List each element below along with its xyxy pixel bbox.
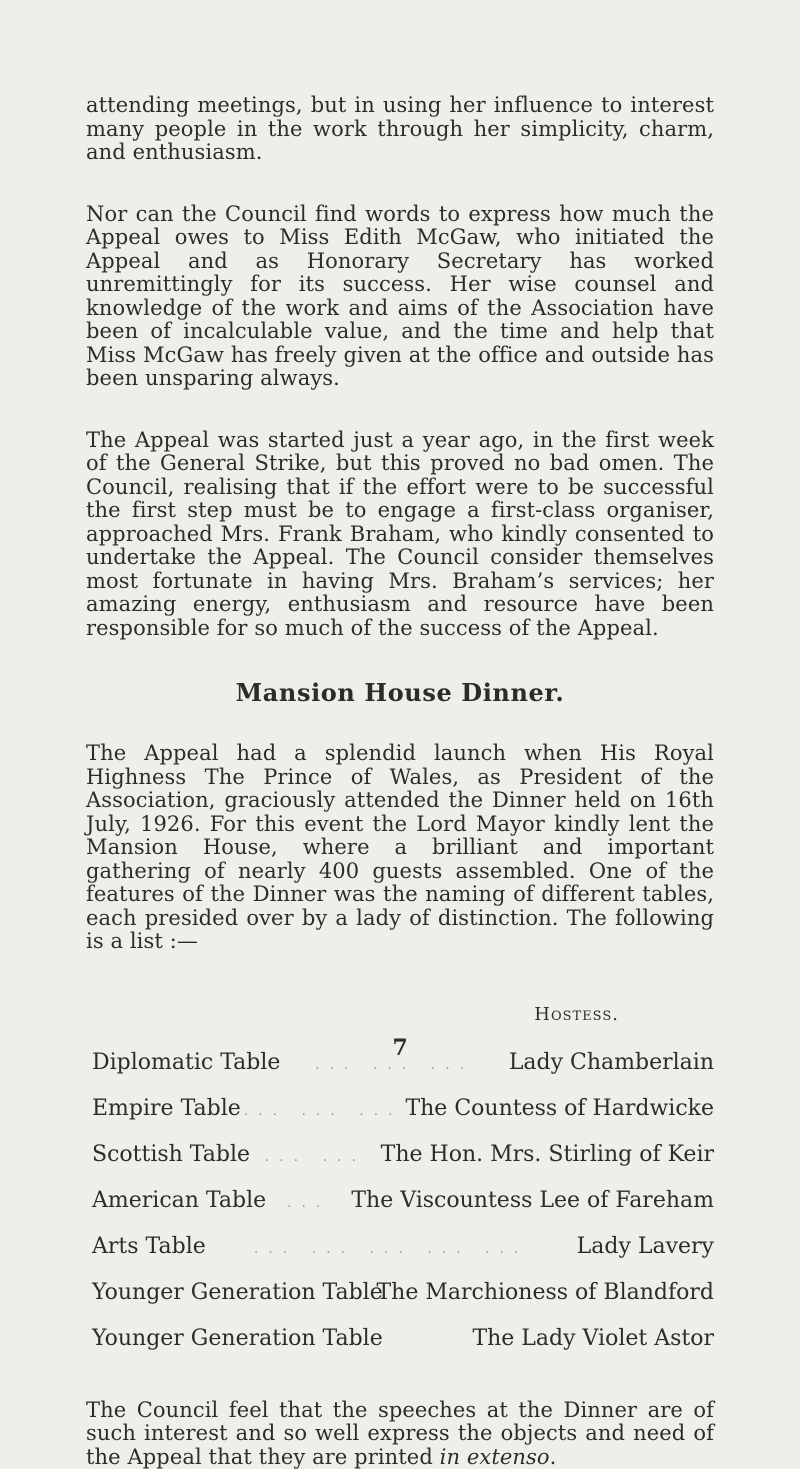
paragraph-mcgaw: Nor can the Council find words to express how much the Appeal owes to Miss Edith McGaw, who initiated the Appeal and as Honorary Secretary has worked unremittingly for its success. Her wise counsel and knowledge of the work and aims of the Association have been of incalculable value, and the time and help that Miss McGaw has freely given at the office and outside has been unsparing always. (86, 203, 714, 391)
table-name: Younger Generation Table (92, 1270, 377, 1316)
leader-dots: ... ... ... (280, 1042, 508, 1088)
paragraph-speeches-italic: in extenso (440, 1445, 550, 1469)
leader-dots: ... ... (250, 1134, 381, 1180)
table-name: Arts Table (92, 1224, 206, 1270)
section-heading-mansion-house-dinner: Mansion House Dinner. (86, 678, 714, 707)
paragraph-continuation: attending meetings, but in using her influence to interest many people in the work through her simplicity, charm, and enthusiasm. (86, 94, 714, 165)
hostess-name: The Hon. Mrs. Stirling of Keir (381, 1132, 714, 1178)
leader-dots: ... (266, 1180, 351, 1226)
hostess-name: The Marchioness of Blandford (377, 1270, 715, 1316)
table-row (92, 1316, 714, 1362)
paragraph-speeches-end: . (550, 1445, 557, 1469)
page-number: 7 (392, 1035, 407, 1061)
leader-dots: ... ... ... (241, 1088, 406, 1134)
paragraph-speeches (86, 1399, 714, 1469)
table-row (92, 1270, 714, 1316)
hostess-name: The Viscountess Lee of Fareham (351, 1178, 714, 1224)
table-name: Empire Table (92, 1086, 241, 1132)
paragraph-speeches-text: The Council feel that the speeches at the Dinner are of such interest and so well express the objects and need of the Appeal that they are printed (86, 1398, 714, 1469)
table-name: Scottish Table (92, 1132, 250, 1178)
hostess-name: The Countess of Hardwicke (405, 1086, 714, 1132)
table-row (92, 1132, 714, 1178)
leader-dots: ... ... ... ... ... (206, 1226, 577, 1272)
hostess-column-header: Hostess. (86, 1004, 714, 1025)
hostess-name: Lady Lavery (577, 1224, 714, 1270)
hostess-name: Lady Chamberlain (509, 1040, 714, 1086)
table-row (92, 1086, 714, 1132)
table-row (92, 1224, 714, 1270)
table-name: American Table (92, 1178, 266, 1224)
paragraph-dinner: The Appeal had a splendid launch when His Royal Highness The Prince of Wales, as President of the Association, graciously attended the Dinner held on 16th July, 1926. For this event the Lord Mayor kindly lent the Mansion House, where a brilliant and important gathering of nearly 400 guests assembled. One of the features of the Dinner was the naming of different tables, each presided over by a lady of distinction. The following is a list :— (86, 742, 714, 954)
table-row (92, 1178, 714, 1224)
hostess-name: The Lady Violet Astor (472, 1316, 714, 1362)
table-name: Younger Generation Table (92, 1316, 383, 1362)
table-name: Diplomatic Table (92, 1040, 280, 1086)
hostess-table-list (92, 1040, 714, 1362)
paragraph-appeal-start: The Appeal was started just a year ago, in the first week of the General Strike, but this proved no bad omen. The Council, realising that if the effort were to be successful the first step must be to engage a first-class organiser, approached Mrs. Frank Braham, who kindly consented to undertake the Appeal. The Council consider themselves most fortunate in having Mrs. Braham’s services; her amazing energy, enthusiasm and resource have been responsible for so much of the success of the Appeal. (86, 429, 714, 641)
